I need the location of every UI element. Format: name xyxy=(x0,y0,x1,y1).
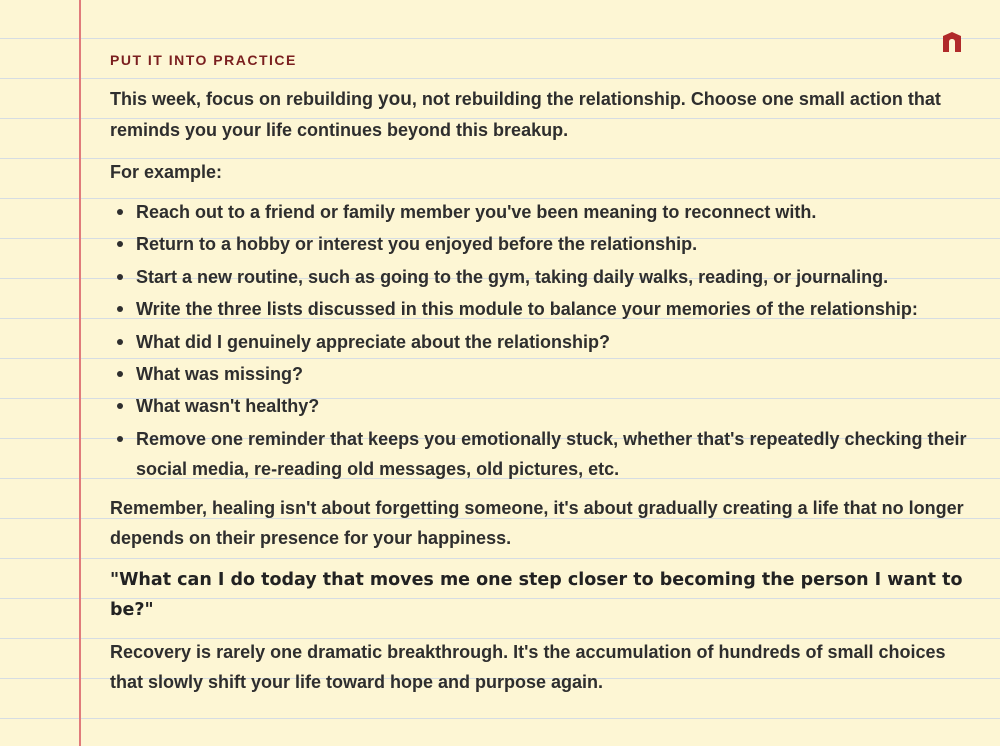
intro-paragraph: This week, focus on rebuilding you, not rebuilding the relationship. Choose one small action that reminds you your life continues beyond this breakup. xyxy=(110,89,941,140)
list-item: What was missing? xyxy=(110,359,970,389)
practice-list xyxy=(110,197,970,484)
bullet-icon xyxy=(117,403,123,409)
practice-section xyxy=(110,50,970,697)
list-item: What did I genuinely appreciate about the relationship? xyxy=(110,327,970,357)
list-item: What wasn't healthy? xyxy=(110,391,970,421)
list-item: Reach out to a friend or family member you've been meaning to reconnect with. xyxy=(110,197,970,227)
bullet-icon xyxy=(117,371,123,377)
reflection-quote: "What can I do today that moves me one step closer to becoming the person I want to be?" xyxy=(110,569,963,620)
bullet-icon xyxy=(117,274,123,280)
list-item: Write the three lists discussed in this module to balance your memories of the relationship: xyxy=(110,294,970,324)
notebook-margin-line xyxy=(79,0,81,746)
list-item: Return to a hobby or interest you enjoyed before the relationship. xyxy=(110,229,970,259)
reminder-paragraph: Remember, healing isn't about forgetting someone, it's about gradually creating a life that no longer depends on their presence for your happiness. xyxy=(110,497,964,548)
example-label: For example: xyxy=(110,162,223,182)
bullet-icon xyxy=(117,436,123,442)
bullet-icon xyxy=(117,209,123,215)
bullet-icon xyxy=(117,241,123,247)
list-item: Remove one reminder that keeps you emotionally stuck, whether that's repeatedly checking their social media, re-reading old messages, old pictures, etc. xyxy=(110,424,970,484)
closing-paragraph: Recovery is rarely one dramatic breakthrough. It's the accumulation of hundreds of small choices that slowly shift your life toward hope and purpose again. xyxy=(110,641,946,692)
list-item: Start a new routine, such as going to the gym, taking daily walks, reading, or journaling. xyxy=(110,262,970,292)
emphasis-you: you xyxy=(378,89,412,110)
bullet-icon xyxy=(117,339,123,345)
section-heading: PUT IT INTO PRACTICE xyxy=(110,52,297,68)
bullet-icon xyxy=(117,306,123,312)
